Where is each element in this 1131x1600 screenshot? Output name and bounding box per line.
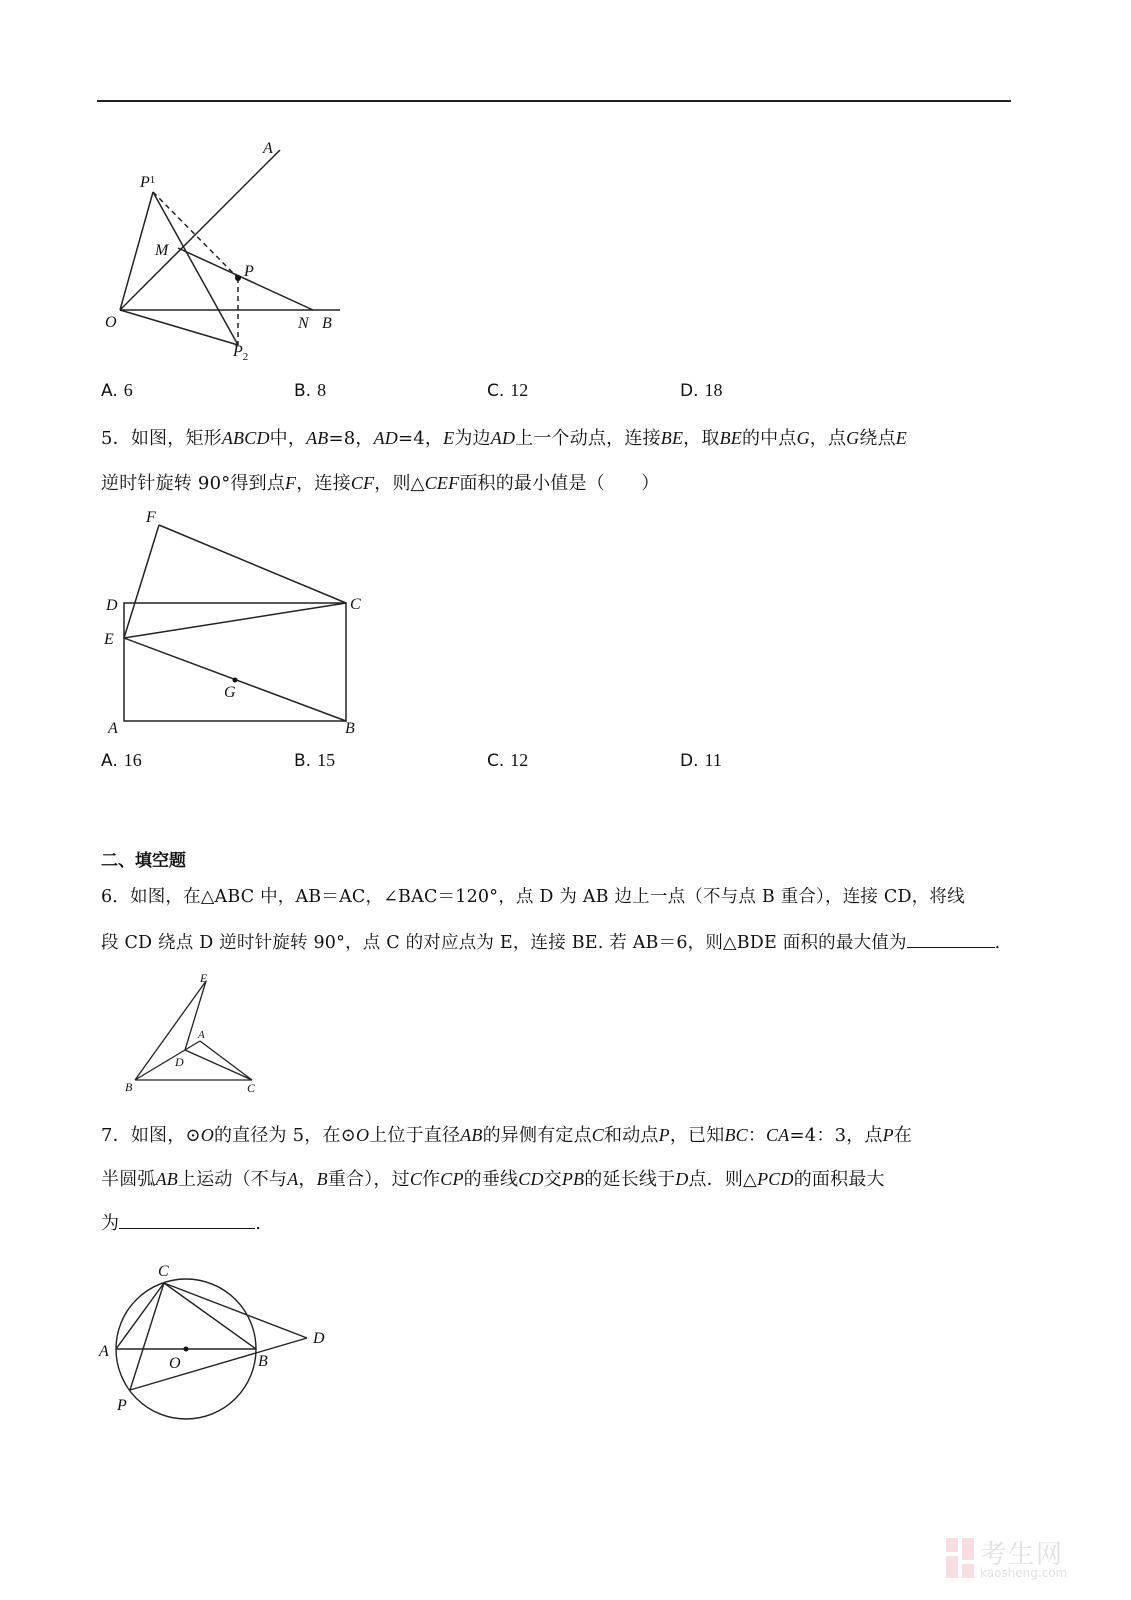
q6-text-line1: 6．如图，在△ABC 中，AB＝AC，∠BAC＝120°，点 D 为 AB 边上一点（不与点 B 重合），连接 CD，将线: [101, 887, 965, 907]
q5-option-a: A. 16: [101, 750, 142, 771]
label-a: A: [263, 140, 273, 157]
label-f: F: [146, 509, 156, 526]
point-o: [184, 1347, 189, 1352]
label-c: C: [158, 1263, 169, 1280]
seg-ef: [124, 525, 159, 638]
q7-text-line3: 为 .: [101, 1213, 262, 1234]
watermark-brand-en: kaosheng.com: [980, 1566, 1068, 1580]
label-a: A: [198, 1029, 205, 1041]
q4-option-c: C. 12: [487, 380, 529, 401]
q5-option-d: D. 11: [680, 750, 722, 771]
label-p: P: [117, 1397, 127, 1414]
seg-cb: [164, 1283, 256, 1349]
label-p2: $P_2$: [233, 343, 249, 363]
seg-ca: [116, 1283, 164, 1349]
label-b: B: [125, 1080, 133, 1094]
watermark-logo: [946, 1534, 1096, 1584]
label-e: E: [104, 631, 114, 648]
q7-text-line1: 7．如图，⊙O的直径为 5，在⊙O上位于直径AB的异侧有定点C和动点P，已知BC：CA=4：3，点P在: [101, 1125, 913, 1146]
label-b: B: [258, 1353, 268, 1370]
q5-text-line1: 5．如图，矩形ABCD中，AB=8，AD=4，E为边AD上一个动点，连接BE，取BE的中点G，点G绕点E: [101, 428, 907, 449]
q5-figure: [100, 505, 375, 745]
q7-text-line2: 半圆弧AB上运动（不与A，B重合），过C作CP的垂线CD交PB的延长线于D点．则△PCD的面积最大: [101, 1169, 885, 1190]
q7-figure: [95, 1258, 340, 1428]
seg-op1: [120, 192, 153, 310]
seg-fc: [159, 525, 346, 603]
label-c: C: [247, 1081, 256, 1095]
label-d: D: [106, 597, 118, 614]
label-o: O: [105, 314, 117, 331]
q5-option-b: B. 15: [294, 750, 336, 771]
label-b: B: [345, 720, 355, 737]
point-p: [235, 275, 241, 281]
seg-op2: [120, 310, 238, 345]
q6-figure: [120, 968, 270, 1096]
section-title: 二、填空题: [101, 851, 186, 871]
seg-pd: [130, 1338, 307, 1390]
seg-cd: [164, 1283, 307, 1338]
label-a: A: [99, 1343, 109, 1360]
label-o: O: [169, 1355, 181, 1372]
seg-ec: [124, 603, 346, 638]
label-c: C: [350, 596, 361, 613]
q5-option-c: C. 12: [487, 750, 529, 771]
seg-p1p2: [153, 192, 238, 345]
seg-cp: [130, 1283, 164, 1390]
label-a: A: [108, 720, 118, 737]
label-p1: $P^1$: [140, 174, 156, 191]
q4-figure: [95, 135, 355, 370]
label-e: E: [200, 971, 208, 985]
q4-option-a: A. 6: [101, 380, 133, 401]
q6-text-line2: 段 CD 绕点 D 逆时针旋转 90°，点 C 的对应点为 E，连接 BE. 若 AB＝6，则△BDE 面积的最大值为 .: [101, 933, 1001, 953]
label-d: D: [175, 1055, 184, 1069]
label-p: P: [244, 263, 254, 280]
watermark-brand-cn: 考生网: [980, 1540, 1065, 1570]
label-m: M: [155, 242, 169, 259]
q4-option-d: D. 18: [680, 380, 723, 401]
q4-option-b: B. 8: [294, 380, 327, 401]
label-n: N: [298, 315, 309, 332]
q7-answer-blank[interactable]: [119, 1212, 255, 1229]
seg-be: [135, 981, 206, 1080]
q5-text-line2: 逆时针旋转 90°得到点F，连接CF，则△CEF面积的最小值是（ ）: [101, 473, 660, 494]
label-d: D: [313, 1330, 325, 1347]
label-b: B: [322, 315, 332, 332]
header-rule: [97, 100, 1011, 102]
point-g: [233, 678, 238, 683]
q6-answer-blank[interactable]: [907, 931, 995, 948]
label-g: G: [224, 684, 236, 701]
